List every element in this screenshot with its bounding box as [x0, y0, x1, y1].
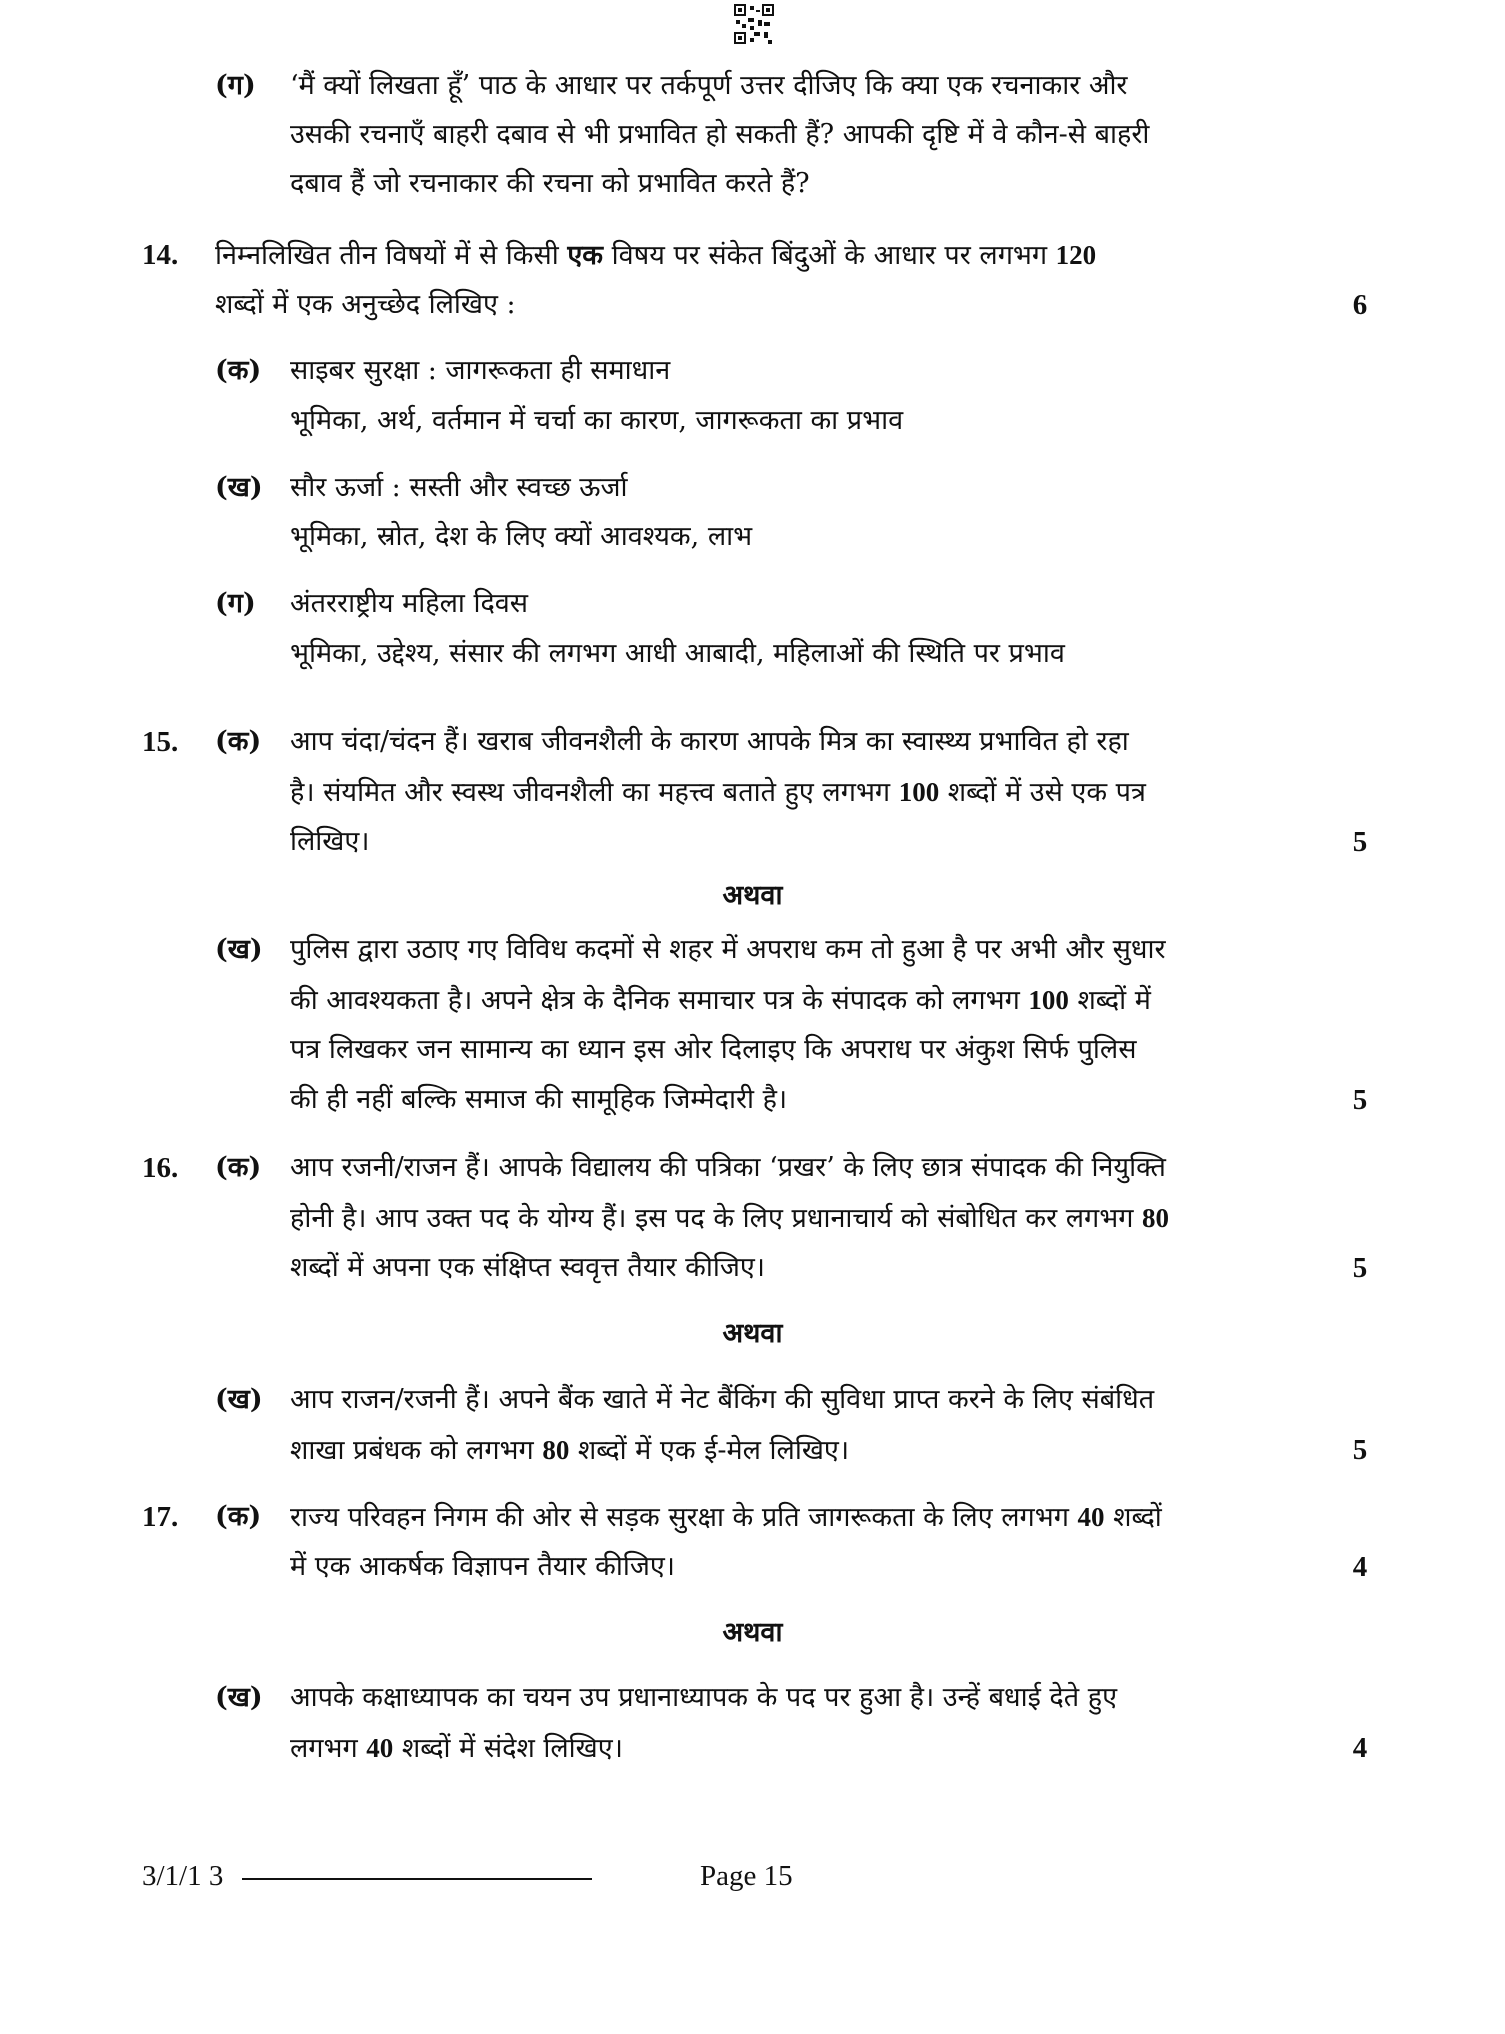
q15k-text: शब्दों में उसे एक पत्र — [939, 777, 1146, 808]
q17-option-label: (क) — [215, 1501, 262, 1532]
q15-option-label: (क) — [215, 726, 262, 757]
q16k-word-count: 80 — [1141, 1203, 1169, 1233]
q16k-line-2 — [290, 1198, 1169, 1239]
q13-line-3: दबाव हैं जो रचनाकार की रचना को प्रभावित करते हैं? — [290, 168, 810, 199]
q15kh-line-2 — [290, 980, 1151, 1021]
q15k-line-3: लिखिए। — [290, 826, 370, 857]
q15kh-line-4: की ही नहीं बल्कि समाज की सामूहिक जिम्मेदारी है। — [290, 1084, 788, 1115]
q13-line-2: उसकी रचनाएँ बाहरी दबाव से भी प्रभावित हो सकती हैं? आपकी दृष्टि में वे कौन-से बाहरी — [290, 119, 1150, 150]
q17k-line-1 — [290, 1497, 1162, 1538]
q16kh-text: शब्दों में एक ई-मेल लिखिए। — [569, 1435, 850, 1466]
q15k-text: है। संयमित और स्वस्थ जीवनशैली का महत्त्व बताते हुए लगभग — [290, 777, 899, 808]
q16k-text: होनी है। आप उक्त पद के योग्य हैं। इस पद के लिए प्रधानाचार्य को संबोधित कर लगभग — [290, 1203, 1142, 1234]
q15k-line-1: आप चंदा/चंदन हैं। खराब जीवनशैली के कारण आपके मित्र का स्वास्थ्य प्रभावित हो रहा — [290, 726, 1129, 757]
question-number: 16. — [142, 1152, 179, 1184]
q13-line-1: ‘मैं क्यों लिखता हूँ’ पाठ के आधार पर तर्कपूर्ण उत्तर दीजिए कि क्या एक रचनाकार और — [290, 70, 1128, 101]
q14-text: विषय पर संकेत बिंदुओं के आधार पर लगभग — [603, 240, 1056, 271]
q16kh-line-1: आप राजन/रजनी हैं। अपने बैंक खाते में नेट बैंकिंग की सुविधा प्राप्त करने के लिए संबंधित — [290, 1384, 1155, 1415]
q14-bold-word: एक — [567, 240, 604, 271]
q17k-line-2: में एक आकर्षक विज्ञापन तैयार कीजिए। — [290, 1551, 676, 1582]
q16kh-word-count: 80 — [542, 1435, 570, 1465]
q17kh-word-count: 40 — [366, 1733, 394, 1763]
q17kh-line-1: आपके कक्षाध्यापक का चयन उप प्रधानाध्यापक के पद पर हुआ है। उन्हें बधाई देते हुए — [290, 1682, 1118, 1713]
q16k-line-1: आप रजनी/राजन हैं। आपके विद्यालय की पत्रिका ‘प्रखर’ के लिए छात्र संपादक की नियुक्ति — [290, 1152, 1166, 1183]
q17-option-label: (ख) — [215, 1682, 263, 1713]
q17k-text: राज्य परिवहन निगम की ओर से सड़क सुरक्षा के प्रति जागरूकता के लिए लगभग — [290, 1502, 1078, 1533]
q13-option-label: (ग) — [215, 70, 256, 101]
q14-option-points: भूमिका, स्रोत, देश के लिए क्यों आवश्यक, लाभ — [290, 521, 753, 552]
marks: 5 — [1352, 1252, 1368, 1284]
q16kh-line-2 — [290, 1430, 849, 1471]
q14-line-1 — [215, 235, 1096, 276]
footer-divider — [242, 1878, 592, 1880]
q14-option-points: भूमिका, अर्थ, वर्तमान में चर्चा का कारण, जागरूकता का प्रभाव — [290, 405, 904, 436]
q14-option-title: सौर ऊर्जा : सस्ती और स्वच्छ ऊर्जा — [290, 472, 628, 503]
q14-option-title: साइबर सुरक्षा : जागरूकता ही समाधान — [290, 355, 671, 386]
q17kh-text: शब्दों में संदेश लिखिए। — [393, 1733, 623, 1764]
or-separator: अथवा — [722, 880, 783, 911]
q15kh-line-3: पत्र लिखकर जन सामान्य का ध्यान इस ओर दिलाइए कि अपराध पर अंकुश सिर्फ पुलिस — [290, 1034, 1137, 1065]
q17kh-text: लगभग — [290, 1733, 367, 1764]
q16-option-label: (ख) — [215, 1384, 263, 1415]
or-separator: अथवा — [722, 1318, 783, 1349]
q15-option-label: (ख) — [215, 934, 263, 965]
q15kh-line-1: पुलिस द्वारा उठाए गए विविध कदमों से शहर में अपराध कम तो हुआ है पर अभी और सुधार — [290, 934, 1166, 965]
q17kh-line-2 — [290, 1728, 623, 1769]
q15kh-text: की आवश्यकता है। अपने क्षेत्र के दैनिक समाचार पत्र के संपादक को लगभग — [290, 985, 1029, 1016]
page-number: Page 15 — [700, 1860, 793, 1892]
q15kh-word-count: 100 — [1028, 985, 1069, 1015]
q14-option-points: भूमिका, उद्देश्य, संसार की लगभग आधी आबादी, महिलाओं की स्थिति पर प्रभाव — [290, 638, 1065, 669]
paper-code: 3/1/1 3 — [142, 1860, 224, 1892]
question-number: 17. — [142, 1501, 179, 1533]
q14-word-count: 120 — [1055, 240, 1097, 270]
q16kh-text: शाखा प्रबंधक को लगभग — [290, 1435, 543, 1466]
marks: 6 — [1352, 289, 1368, 321]
qr-code-icon — [734, 4, 774, 44]
q15kh-text: शब्दों में — [1068, 985, 1151, 1016]
q14-option-label: (ख) — [215, 472, 263, 503]
marks: 4 — [1352, 1551, 1368, 1583]
q15k-word-count: 100 — [898, 777, 940, 807]
marks: 5 — [1352, 1084, 1368, 1116]
question-number: 15. — [142, 726, 179, 758]
q14-line-2: शब्दों में एक अनुच्छेद लिखिए : — [215, 289, 516, 320]
q17k-text: शब्दों — [1104, 1502, 1162, 1533]
marks: 5 — [1352, 1434, 1368, 1466]
q16-option-label: (क) — [215, 1152, 262, 1183]
q15k-line-2 — [290, 772, 1146, 813]
q14-option-label: (क) — [215, 355, 262, 386]
or-separator: अथवा — [722, 1617, 783, 1648]
question-number: 14. — [142, 239, 179, 271]
marks: 5 — [1352, 826, 1368, 858]
q14-text: निम्नलिखित तीन विषयों में से किसी — [215, 240, 568, 271]
marks: 4 — [1352, 1732, 1368, 1764]
q14-option-title: अंतरराष्ट्रीय महिला दिवस — [290, 588, 529, 619]
q17k-word-count: 40 — [1077, 1502, 1105, 1532]
q14-option-label: (ग) — [215, 588, 256, 619]
q16k-line-3: शब्दों में अपना एक संक्षिप्त स्ववृत्त तैयार कीजिए। — [290, 1252, 766, 1283]
